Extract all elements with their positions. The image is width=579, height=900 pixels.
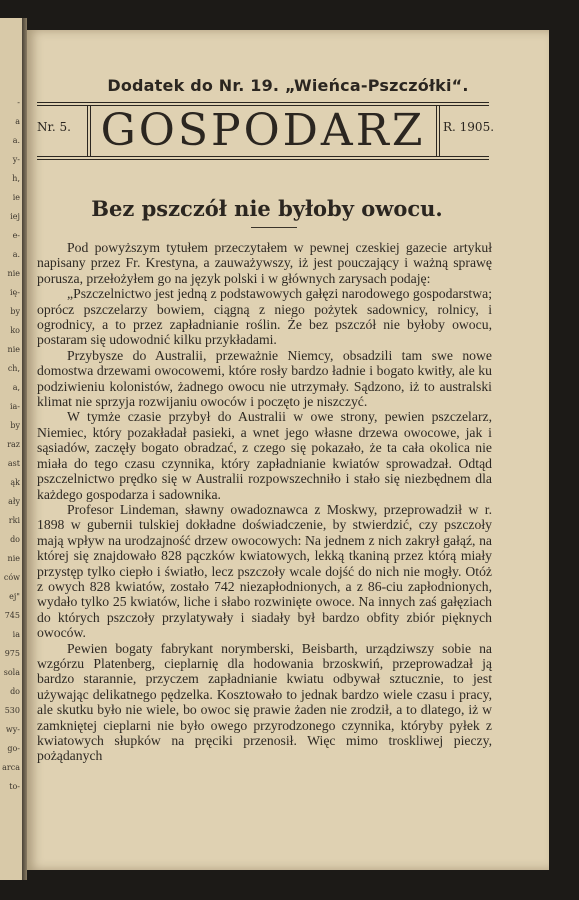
margin-fragment: ko: [10, 326, 20, 335]
masthead-divider: [90, 106, 91, 156]
margin-fragment: 975: [4, 649, 20, 658]
article-paragraph: „Pszczelnictwo jest jedną z podstawowych gałęzi narodowego gospodarstwa; oprócz pszczelarzy bowiem, ciągną z niego pożytek sadownicy, rolnicy, i ogrodnicy, a to przez zapładnianie roślin. Że bez pszczół nie byłoby owocu, postaram się udowodnić kilku przykładami.: [37, 286, 492, 348]
issue-year: R. 1905.: [443, 120, 495, 134]
margin-fragment: raz: [7, 440, 20, 449]
margin-fragment: rki: [8, 516, 20, 525]
margin-fragment: -: [17, 98, 20, 107]
supplement-line: Dodatek do Nr. 19. „Wieńca-Pszczółki“.: [107, 76, 469, 95]
issue-number: Nr. 5.: [37, 120, 71, 134]
margin-fragment: nie: [7, 345, 20, 354]
article-body: [37, 240, 492, 764]
margin-fragment: by: [10, 421, 20, 430]
margin-fragment: iej: [10, 212, 20, 221]
margin-fragment: wy-: [5, 725, 20, 734]
masthead-divider: [439, 106, 440, 156]
margin-fragment: by: [10, 307, 20, 316]
margin-fragment: ców: [3, 573, 20, 582]
article-paragraph: Przybysze do Australii, przeważnie Niemcy, obsadzili tam swe nowe domostwa drzewami owocowemi, które rosły bardzo ładnie i bogato kwitły, ale ku podziwieniu kolonistów, żadnego owocu nie utrzymały. Sądzono, iż to australski klimat nie sprzyja rozwijaniu owoców i poczęto je niszczyć.: [37, 347, 492, 410]
margin-fragment: 530: [4, 706, 20, 715]
masthead-bottom-rule: [37, 156, 489, 157]
margin-fragment: a.: [12, 136, 20, 145]
margin-fragment: ały: [8, 497, 20, 506]
margin-fragment: arca: [2, 763, 20, 772]
masthead-bottom-rule-outer: [37, 159, 489, 160]
margin-fragment: ia-: [9, 402, 20, 411]
adjacent-page-edge: [0, 18, 22, 880]
masthead-title: GOSPODARZ: [100, 105, 426, 156]
margin-fragment: h,: [12, 174, 20, 183]
article-paragraph: W tymże czasie przybył do Australii w owe strony, pewien pszczelarz, Niemiec, który pozakładał pasieki, a wnet jego własne drzewa owocowe, jak i sąsiadów, zaczęły bogato obradzać, z czego się pokazało, że ta cała okolica nie miała do tego czasu czynnika, który zapładnianie kwiatów sprowadzał. Odtąd pszczelnictwo prędko się w Australii rozpowszechniło i stało się niezbędnem dla każdego gospodarza i sadownika.: [37, 409, 492, 502]
margin-fragment: sola: [3, 668, 20, 677]
margin-fragment: a,: [12, 383, 20, 392]
masthead-divider: [436, 106, 437, 156]
newspaper-page: [27, 30, 549, 870]
margin-fragment: ia: [12, 630, 20, 639]
margin-fragment: nie: [7, 269, 20, 278]
margin-fragment: ąk: [10, 478, 20, 487]
margin-fragment: a.: [12, 250, 20, 259]
margin-fragment: go-: [7, 744, 20, 753]
margin-fragment: ię-: [10, 288, 20, 297]
article-paragraph: Pod powyższym tytułem przeczytałem w pewnej czeskiej gazecie artykuł napisany przez Fr. Krestyna, a zauważywszy, iż jest pouczający i ważną sprawę porusza, przełożyłem go na język polski i w głównych zarysach podaję:: [37, 240, 492, 286]
margin-fragment: to-: [9, 782, 20, 791]
margin-fragment: e-: [12, 231, 20, 240]
margin-fragment: y-: [12, 155, 20, 164]
margin-fragment: do: [10, 535, 20, 544]
margin-fragment: ej": [9, 592, 20, 601]
headline-rule: [251, 227, 297, 228]
article-paragraph: Pewien bogaty fabrykant norymberski, Beisbarth, urządziwszy sobie na wzgórzu Platenberg, cieplarnię dla hodowania brzoskwiń, przeprowadzał ją bardzo starannie, przyczem zapładnianie kwiatu odbywał sztucznie, to jest używając delikatnego pędzelka. Kosztowało to jednak bardzo wiele czasu i pracy, ale skutku było nie wiele, bo owoc się prawie żaden nie zrodził, a to dlatego, iż w zamkniętej cieplarni nie było owego przyrodzonego czynnika, któryby pyłek z kwiatowych słupków na pręciki przenosił. Więc mimo troskliwej pieczy, pożądanych: [37, 640, 492, 764]
masthead-divider: [87, 106, 88, 156]
margin-fragment: ch,: [7, 364, 20, 373]
margin-fragment: ie: [12, 193, 20, 202]
margin-fragment: ast: [7, 459, 20, 468]
margin-fragment: 745: [4, 611, 20, 620]
article-headline: Bez pszczół nie byłoby owocu.: [91, 196, 443, 221]
margin-fragment: a: [15, 117, 20, 126]
article-paragraph: Profesor Lindeman, sławny owadoznawca z Moskwy, przeprowadził w r. 1898 w gubernii tulskiej dokładne doświadczenie, by stwierdzić, czy pszczoły mają wpływ na urodzajność drzew owocowych: Na jednem z nich zakrył gałąź, na której się znajdowało 828 pączków kwiatowych, lekką tkaniną przez którą miały przystęp tylko ciepło i światło, lecz pszczoły wcale dojść do nich nie mogły. Otóż z owych 828 kwiatów, zostało 742 niezapłodnionych, a z 86-ciu zapłodnionych, wydało tylko 25 kwiatów, liche i słabo rozwinięte owoce. Na innych zaś gałęziach do których pszczoły przylatywały i siadały był bardzo obfity zbiór pięknych owoców.: [37, 501, 492, 641]
margin-fragment: nie: [7, 554, 20, 563]
margin-fragment: do: [10, 687, 20, 696]
